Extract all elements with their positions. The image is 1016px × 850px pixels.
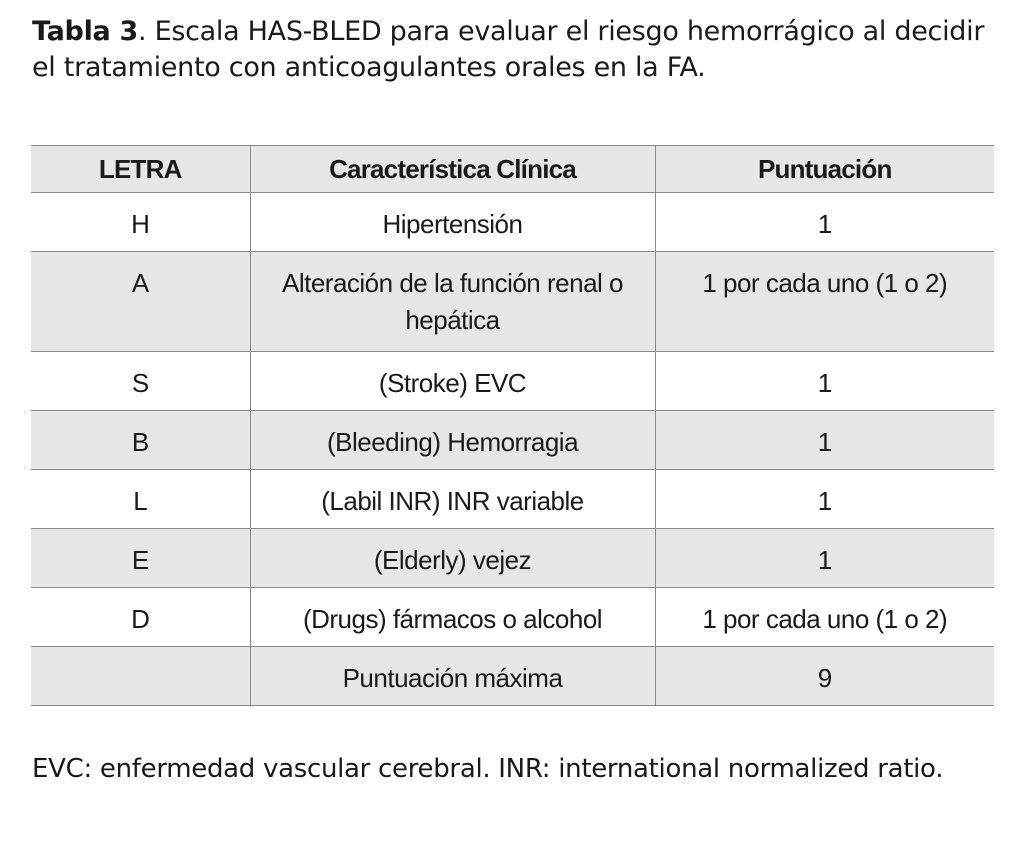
table-row <box>31 252 994 352</box>
row-letter: B <box>31 411 250 470</box>
row-feature: (Labil INR) INR variable <box>250 470 655 529</box>
table-row <box>31 193 994 252</box>
table-row <box>31 411 994 470</box>
header-feature: Característica Clínica <box>250 146 655 193</box>
row-letter: A <box>31 252 250 352</box>
table-row <box>31 470 994 529</box>
row-score: 1 <box>655 470 994 529</box>
row-letter: S <box>31 352 250 411</box>
table-footnote: EVC: enfermedad vascular cerebral. INR: international normalized ratio. <box>32 754 944 784</box>
row-letter <box>31 647 250 706</box>
header-score: Puntuación <box>655 146 994 193</box>
total-row <box>31 647 994 706</box>
row-score: 1 <box>655 352 994 411</box>
row-score: 1 por cada uno (1 o 2) <box>655 588 994 647</box>
row-letter: E <box>31 529 250 588</box>
caption-text: . Escala HAS-BLED para evaluar el riesgo hemorrágico al decidir el tratamiento con anticoagulantes orales en la FA. <box>32 16 985 83</box>
header-letter: LETRA <box>31 146 250 193</box>
table-caption <box>32 14 1002 86</box>
row-score: 9 <box>655 647 994 706</box>
row-feature: Puntuación máxima <box>250 647 655 706</box>
row-letter: D <box>31 588 250 647</box>
caption-label: Tabla 3 <box>32 16 139 47</box>
row-feature: Alteración de la función renal o hepática <box>250 252 655 352</box>
row-feature: (Drugs) fármacos o alcohol <box>250 588 655 647</box>
row-feature: Hipertensión <box>250 193 655 252</box>
row-score: 1 <box>655 411 994 470</box>
row-letter: L <box>31 470 250 529</box>
row-score: 1 <box>655 193 994 252</box>
table-row <box>31 588 994 647</box>
table-row <box>31 352 994 411</box>
row-letter: H <box>31 193 250 252</box>
row-feature: (Stroke) EVC <box>250 352 655 411</box>
table-row <box>31 529 994 588</box>
row-feature: (Bleeding) Hemorragia <box>250 411 655 470</box>
row-score: 1 por cada uno (1 o 2) <box>655 252 994 352</box>
row-feature: (Elderly) vejez <box>250 529 655 588</box>
has-bled-table <box>31 145 994 706</box>
header-row <box>31 146 994 193</box>
row-score: 1 <box>655 529 994 588</box>
